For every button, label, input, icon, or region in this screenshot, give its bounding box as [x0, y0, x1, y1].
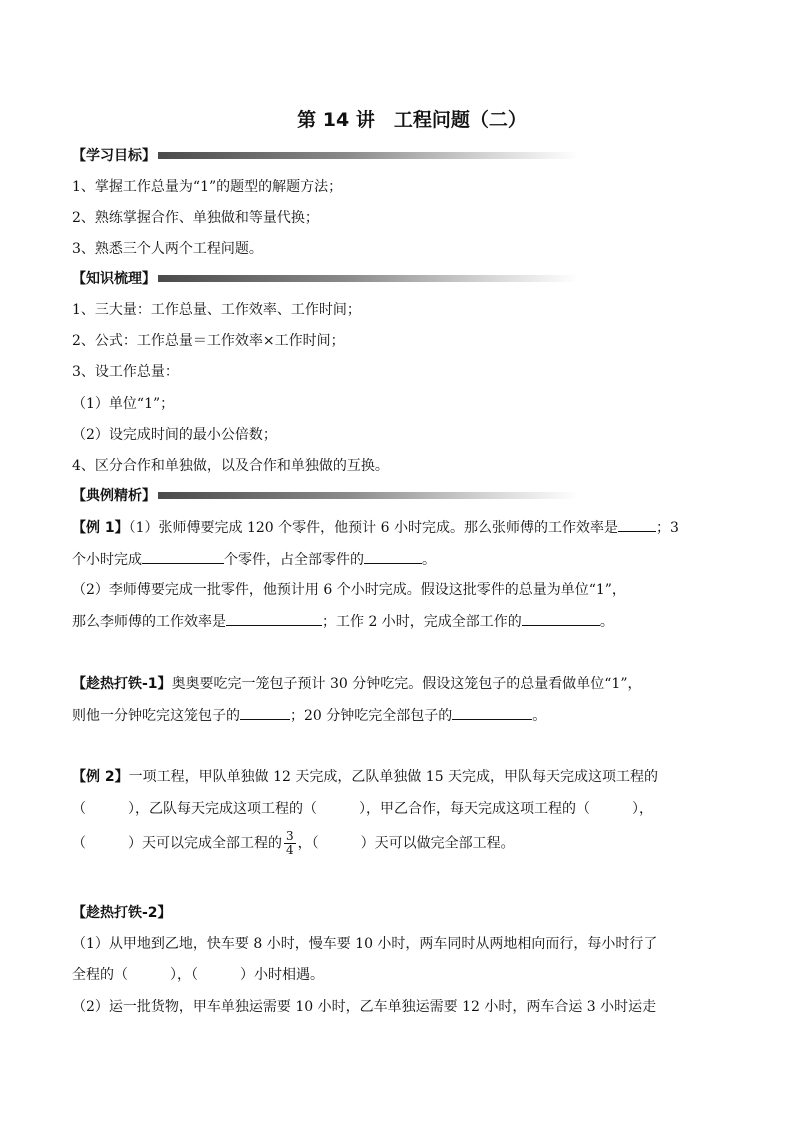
example-tag: 【例 2】 [72, 769, 129, 785]
example-2-line-1: 【例 2】一项工程，甲队单独做 12 天完成，乙队单独做 15 天完成，甲队每天完成这项工程的 [72, 769, 659, 785]
answer-blank[interactable] [240, 705, 290, 720]
section-divider [158, 152, 578, 159]
drill-1-line-1: 【趁热打铁-1】奥奥要吃完一笼包子预计 30 分钟吃完。假设这笼包子的总量看做单位“1”， [72, 676, 642, 692]
answer-blank[interactable] [142, 549, 224, 564]
example-1-line-4: 那么李师傅的工作效率是 ；工作 2 小时，完成全部工作的 。 [72, 611, 614, 632]
drill-tag: 【趁热打铁-2】 [72, 905, 172, 921]
drill-2-header [72, 903, 172, 923]
section-header-examples [72, 485, 578, 505]
goal-item: 1、掌握工作总量为“1”的题型的解题方法； [72, 179, 343, 195]
knowledge-item: 2、公式：工作总量＝工作效率×工作时间； [72, 333, 345, 349]
section-header-goals [72, 145, 578, 165]
knowledge-item: 1、三大量：工作总量、工作效率、工作时间； [72, 302, 361, 318]
page-title: 第 14 讲 工程问题（二） [297, 109, 527, 131]
answer-blank[interactable] [452, 705, 532, 720]
drill-2-line-2: 全程的（ ），（ ）小时相遇。 [72, 967, 324, 983]
example-1-line-2: 个小时完成 个零件，占全部零件的 。 [72, 549, 436, 570]
example-1-line-3: （2）李师傅要完成一批零件，他预计用 6 个小时完成。假设这批零件的总量为单位“1”， [72, 582, 626, 598]
drill-2-line-1: （1）从甲地到乙地，快车要 8 小时，慢车要 10 小时，两车同时从两地相向而行，每小时行了 [72, 936, 658, 952]
goal-item: 3、熟悉三个人两个工程问题。 [72, 241, 263, 257]
knowledge-item: 4、区分合作和单独做，以及合作和单独做的互换。 [72, 458, 389, 474]
answer-blank[interactable] [226, 611, 322, 626]
example-2-line-3: （ ）天可以完成全部工程的 $\frac{3}{4}$ ，（ ）天可以做完全部工程。 [72, 829, 515, 857]
example-tag: 【例 1】 [72, 520, 129, 536]
section-label: 【学习目标】 [72, 148, 156, 164]
knowledge-item: （1）单位“1”； [72, 396, 175, 412]
drill-tag: 【趁热打铁-1】 [72, 676, 172, 692]
section-divider [158, 275, 578, 282]
section-label: 【知识梳理】 [72, 271, 156, 287]
answer-blank[interactable] [618, 517, 656, 532]
knowledge-item: （2）设完成时间的最小公倍数； [72, 427, 277, 443]
section-divider [158, 492, 578, 499]
fraction-three-quarters: $\frac{3}{4}$ [286, 829, 294, 857]
section-label: 【典例精析】 [72, 488, 156, 504]
example-2-line-2: （ ），乙队每天完成这项工程的（ ），甲乙合作，每天完成这项工程的（ ）， [72, 801, 653, 817]
answer-blank[interactable] [522, 611, 600, 626]
drill-1-line-2: 则他一分钟吃完这笼包子的 ；20 分钟吃完全部包子的 。 [72, 705, 546, 726]
example-1-line-1: 【例 1】（1）张师傅要完成 120 个零件，他预计 6 小时完成。那么张师傅的工作效率是 ；3 [72, 517, 679, 538]
knowledge-item: 3、设工作总量： [72, 364, 179, 380]
goal-item: 2、熟练掌握合作、单独做和等量代换； [72, 210, 319, 226]
drill-2-line-3: （2）运一批货物，甲车单独运需要 10 小时，乙车单独运需要 12 小时，两车合运 3 小时运走 [72, 999, 657, 1015]
answer-blank[interactable] [364, 549, 422, 564]
section-header-knowledge [72, 268, 578, 288]
